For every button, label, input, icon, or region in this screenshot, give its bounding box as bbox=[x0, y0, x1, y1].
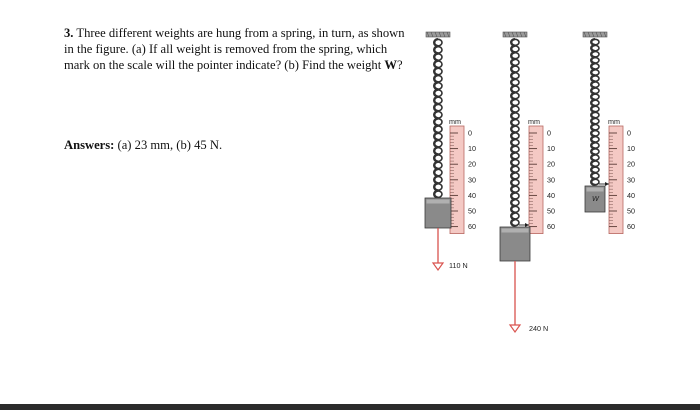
answers bbox=[64, 137, 364, 153]
force-label: 240 N bbox=[529, 324, 549, 333]
force-label: 110 N bbox=[449, 261, 468, 270]
pointer-tip bbox=[525, 223, 529, 227]
weight-highlight bbox=[427, 200, 450, 204]
weight-symbol: W bbox=[384, 58, 397, 72]
footer-bar bbox=[0, 404, 700, 410]
problem-number: 3. bbox=[64, 26, 74, 40]
weight-label: W bbox=[592, 194, 599, 203]
scale-label: 60 bbox=[468, 222, 476, 232]
scale-label: 40 bbox=[627, 190, 635, 200]
answers-text: (a) 23 mm, (b) 45 N. bbox=[114, 138, 223, 152]
scale-label: 0 bbox=[468, 128, 472, 138]
problem-statement bbox=[64, 25, 409, 73]
spring-assembly-1 bbox=[425, 32, 476, 270]
scale-label: 20 bbox=[627, 159, 635, 169]
problem-text bbox=[64, 25, 409, 73]
scale-label: 50 bbox=[468, 206, 476, 216]
problem-end: ? bbox=[396, 58, 403, 72]
scale-label: 30 bbox=[547, 175, 555, 185]
ceiling-mount bbox=[426, 32, 450, 37]
scale-label: 10 bbox=[547, 144, 555, 154]
scale-label: 20 bbox=[547, 159, 555, 169]
scale-label: 50 bbox=[547, 206, 555, 216]
scale-label: 0 bbox=[547, 128, 551, 138]
problem-body: Three different weights are hung from a spring, in turn, as shown in the figure. (a) If all weight is removed from the spring, which mark on the scale will the pointer indicate? (b) Find the weight bbox=[64, 26, 405, 72]
scale-label: 40 bbox=[468, 190, 476, 200]
force-arrow-head bbox=[433, 263, 443, 270]
scale-unit: mm bbox=[608, 117, 620, 126]
weight-highlight bbox=[502, 229, 529, 233]
scale-label: 40 bbox=[547, 190, 555, 200]
scale-label: 50 bbox=[627, 206, 635, 216]
spring-assembly-2 bbox=[500, 32, 555, 333]
scale-unit: mm bbox=[528, 117, 540, 126]
scale-unit: mm bbox=[449, 117, 461, 126]
scale-label: 10 bbox=[468, 144, 476, 154]
weight-highlight bbox=[587, 188, 604, 192]
force-arrow-head bbox=[510, 325, 520, 332]
scale-label: 30 bbox=[468, 175, 476, 185]
scale-label: 60 bbox=[627, 222, 635, 232]
ceiling-mount bbox=[583, 32, 607, 37]
scale-label: 0 bbox=[627, 128, 631, 138]
answers-label: Answers: bbox=[64, 138, 115, 152]
scale-label: 30 bbox=[627, 175, 635, 185]
spring-assembly-3 bbox=[583, 32, 635, 234]
scale-label: 60 bbox=[547, 222, 555, 232]
scale-label: 20 bbox=[468, 159, 476, 169]
spring-figure bbox=[405, 30, 655, 350]
scale-label: 10 bbox=[627, 144, 635, 154]
spring-figure-svg bbox=[405, 30, 655, 350]
ceiling-mount bbox=[503, 32, 527, 37]
pointer-tip bbox=[605, 182, 609, 186]
